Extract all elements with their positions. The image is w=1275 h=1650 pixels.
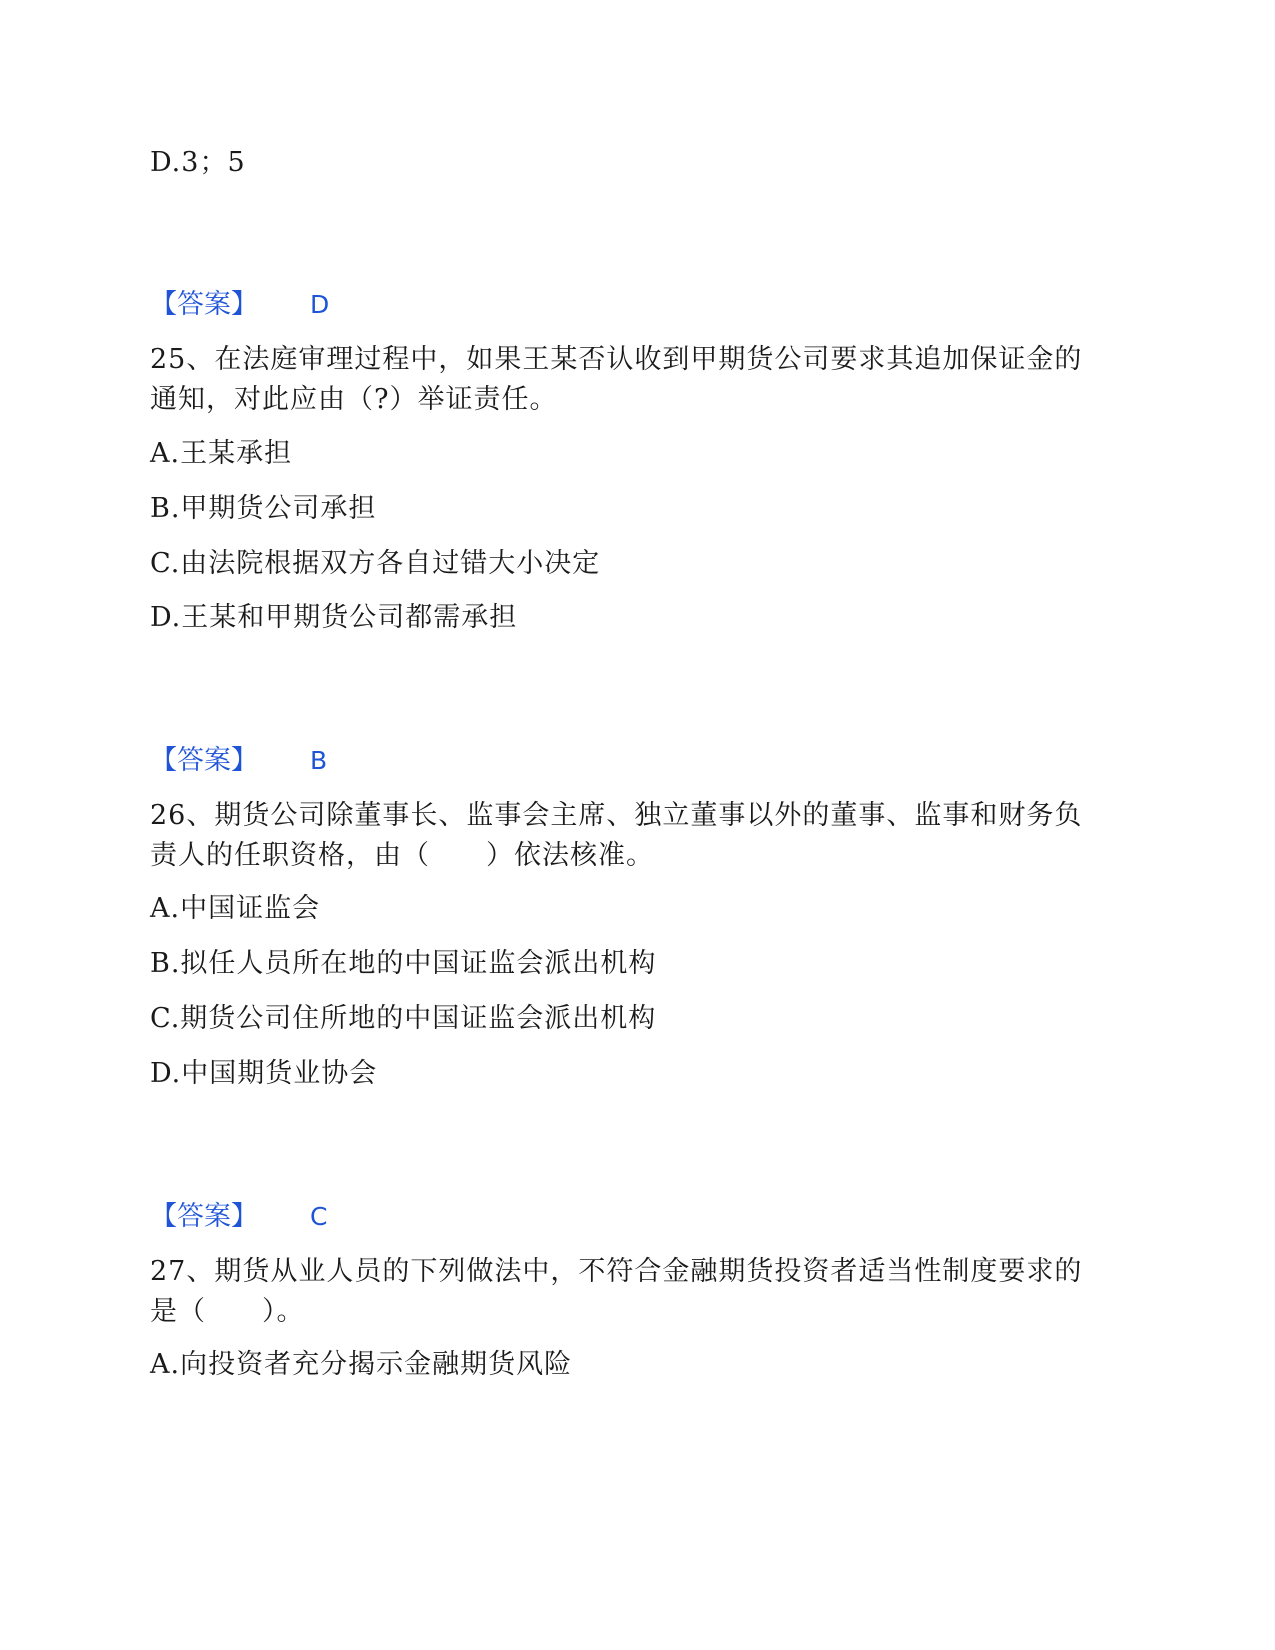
answer-row-25 [150,741,550,781]
question-stem-line: 责人的任职资格，由（ ）依法核准。 [150,840,654,871]
question-25-stem [150,340,1110,420]
prev-option-d: D.3；5 [150,147,246,178]
answer-row-26 [150,1197,550,1237]
question-26-option-b: B.拟任人员所在地的中国证监会派出机构 [150,948,657,979]
answer-row-24 [150,285,550,325]
question-25-option-b: B.甲期货公司承担 [150,493,377,524]
answer-label: 【答案】 [150,745,258,776]
answer-value: B [310,746,328,775]
question-27-stem [150,1252,1110,1332]
question-25-option-c: C.由法院根据双方各自过错大小决定 [150,548,601,579]
answer-label: 【答案】 [150,1201,258,1232]
question-stem-line: 是（ ）。 [150,1296,305,1327]
question-stem-line: 通知，对此应由（?）举证责任。 [150,384,558,415]
question-26-option-a: A.中国证监会 [150,893,321,924]
question-stem-line: 26、期货公司除董事长、监事会主席、独立董事以外的董事、监事和财务负 [150,800,1083,831]
question-26-stem [150,796,1110,876]
question-25-option-d: D.王某和甲期货公司都需承担 [150,602,518,633]
question-stem-line: 27、期货从业人员的下列做法中，不符合金融期货投资者适当性制度要求的 [150,1256,1083,1287]
question-stem-line: 25、在法庭审理过程中，如果王某否认收到甲期货公司要求其追加保证金的 [150,344,1083,375]
answer-value: D [310,290,330,319]
question-27-option-a: A.向投资者充分揭示金融期货风险 [150,1349,573,1380]
question-26-option-d: D.中国期货业协会 [150,1058,378,1089]
answer-value: C [310,1202,328,1231]
question-26-option-c: C.期货公司住所地的中国证监会派出机构 [150,1003,657,1034]
question-25-option-a: A.王某承担 [150,438,293,469]
answer-label: 【答案】 [150,289,258,320]
